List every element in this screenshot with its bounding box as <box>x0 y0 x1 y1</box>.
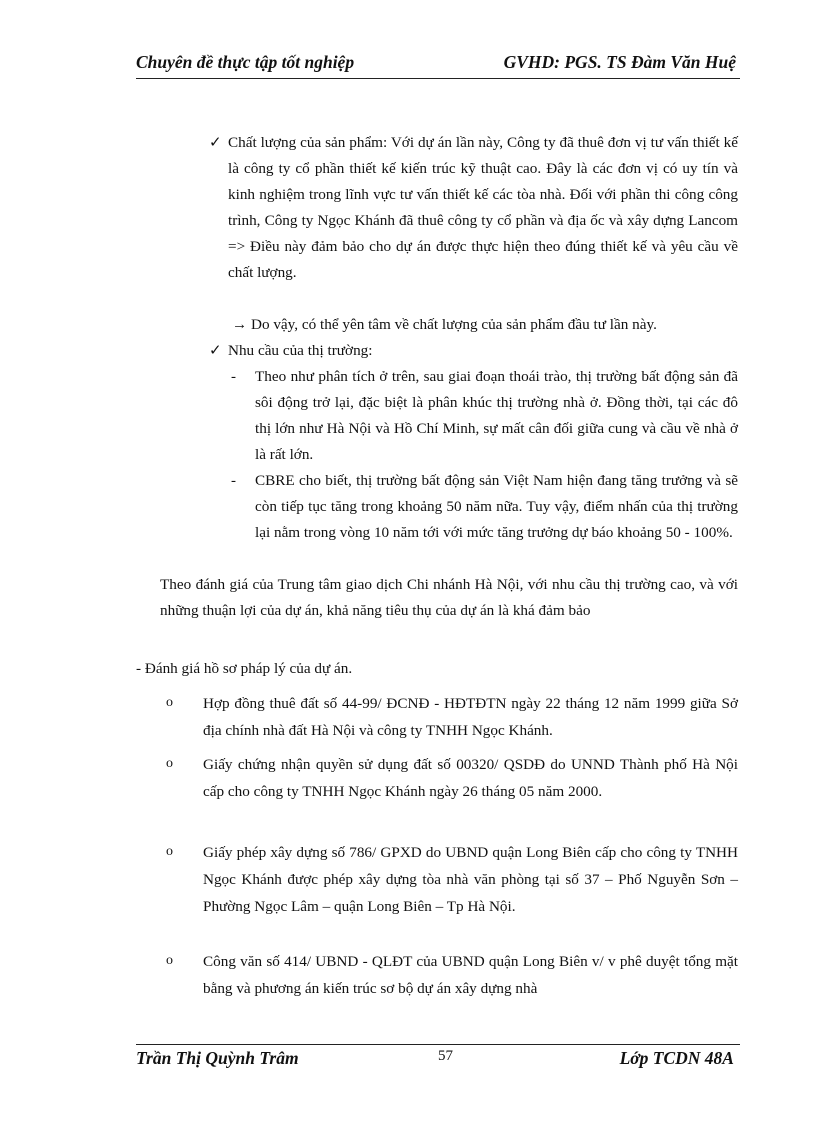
footer-class: Lớp TCDN 48A <box>619 1048 734 1068</box>
header-title: Chuyên đề thực tập tốt nghiệp <box>136 52 355 72</box>
bullet-marker: o <box>166 756 173 771</box>
header-advisor: GVHD: PGS. TS Đàm Văn Huệ <box>503 52 736 72</box>
page-number: 57 <box>438 1048 453 1064</box>
dash-marker: - <box>231 473 236 489</box>
bullet-marker: o <box>166 695 173 710</box>
bullet-marker: o <box>166 844 173 859</box>
quality-conclusion: → Do vậy, có thể yên tâm về chất lượng của sản phẩm đầu tư lần này. <box>232 316 657 333</box>
market-item: Theo như phân tích ở trên, sau giai đoạn thoái trào, thị trường bất động sản đã sôi động trở lại, đặc biệt là phân khúc thị trường nhà ở. Đồng thời, tại các đô thị lớn như Hà Nội và Hồ Chí Minh, sự mất cân đối giữa cung và cầu về nhà ở là rất lớn. <box>255 368 738 463</box>
quality-paragraph: Chất lượng của sản phẩm: Với dự án lần này, Công ty đã thuê đơn vị tư vấn thiết kế là công ty cổ phần thiết kế kiến trúc kỹ thuật cao. Đây là các đơn vị có uy tín và kinh nghiệm trong lĩnh vực tư vấn thiết kế các tòa nhà. Đối với phần thi công công trình, Công ty Ngọc Khánh đã thuê công ty cổ phần và địa ốc và xây dựng Lancom => Điều này đảm bảo cho dự án được thực hiện theo đúng thiết kế và yêu cầu về chất lượng. <box>228 134 738 281</box>
dash-marker: - <box>231 369 236 385</box>
legal-item: Công văn số 414/ UBND - QLĐT của UBND quận Long Biên v/ v phê duyệt tổng mặt bằng và phương án kiến trúc sơ bộ dự án xây dựng nhà <box>203 953 738 997</box>
legal-item: Hợp đồng thuê đất số 44-99/ ĐCNĐ - HĐTĐTN ngày 22 tháng 12 năm 1999 giữa Sở địa chính nhà đất Hà Nội và công ty TNHH Ngọc Khánh. <box>203 695 738 739</box>
market-demand-title: Nhu cầu của thị trường: <box>228 342 373 359</box>
legal-item: Giấy phép xây dựng số 786/ GPXD do UBND quận Long Biên cấp cho công ty TNHH Ngọc Khánh được phép xây dựng tòa nhà văn phòng tại số 37 – Phố Nguyễn Sơn – Phường Ngọc Lâm – quận Long Biên – Tp Hà Nội. <box>203 844 738 915</box>
market-item: CBRE cho biết, thị trường bất động sản Việt Nam hiện đang tăng trưởng và sẽ còn tiếp tục tăng trong khoảng 50 năm nữa. Tuy vậy, điểm nhấn của thị trường lại nằm trong vòng 10 năm tới với mức tăng trưởng dự báo khoảng 50 - 100%. <box>255 472 738 541</box>
check-mark-icon: ✓ <box>209 343 222 359</box>
legal-heading: - Đánh giá hồ sơ pháp lý của dự án. <box>136 660 353 677</box>
check-mark-icon: ✓ <box>209 135 222 151</box>
legal-item: Giấy chứng nhận quyền sử dụng đất số 00320/ QSDĐ do UNND Thành phố Hà Nội cấp cho công ty TNHH Ngọc Khánh ngày 26 tháng 05 năm 2000. <box>203 756 738 800</box>
page-footer <box>136 1044 740 1075</box>
bullet-marker: o <box>166 953 173 968</box>
footer-author: Trần Thị Quỳnh Trâm <box>136 1048 299 1068</box>
evaluation-paragraph: Theo đánh giá của Trung tâm giao dịch Chi nhánh Hà Nội, với nhu cầu thị trường cao, và với những thuận lợi của dự án, khả năng tiêu thụ của dự án là khá đảm bảo <box>160 576 738 619</box>
page-header <box>136 52 740 79</box>
